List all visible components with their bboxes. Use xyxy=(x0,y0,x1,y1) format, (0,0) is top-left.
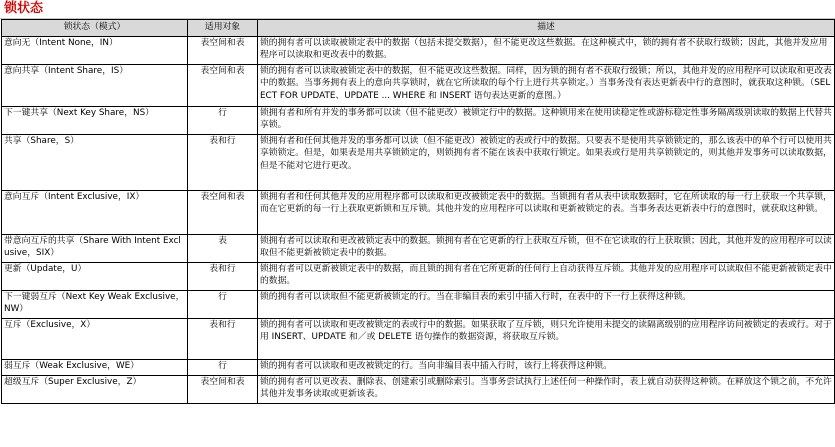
lock-mode-cell: 下一键弱互斥（Next Key Weak Exclusive，NW） xyxy=(2,291,188,319)
description-cell: 锁的拥有者可以读取被锁定表中的数据（包括未提交数据），但不能更改这些数据。在这种模式中，锁的拥有者不获取行级锁；因此，其他并发应用程序可以读取和更改表中的数据。 xyxy=(258,37,835,65)
lock-mode-cell: 意向无（Intent None，IN） xyxy=(2,37,188,65)
table-row xyxy=(2,65,835,107)
page-title: 锁状态 xyxy=(4,1,44,16)
description-cell: 锁的拥有者可以读取和更改被锁定的行。当向非编目表中插入行时，该行上将获得这种锁。 xyxy=(258,360,835,376)
applicable-object-cell: 行 xyxy=(188,107,258,135)
applicable-object-cell: 表空间和表 xyxy=(188,376,258,404)
applicable-object-cell: 表 xyxy=(188,235,258,263)
lock-mode-cell: 意向互斥（Intent Exclusive，IX） xyxy=(2,191,188,235)
description-cell: 锁拥有者和任何其他并发的事务都可以读（但不能更改）被锁定的表或行中的数据。只要表不是使用共享锁锁定的，那么该表中的单个行可以使用共享锁锁定。但是，如果表是用共享锁锁定的，则锁拥有者不能在该表中获取行锁定。如果表或行是用共享锁锁定的，则其他并发事务可以读取数据，但是不能对它进行更改。 xyxy=(258,135,835,191)
description-cell: 锁拥有者和所有并发的事务都可以读（但不能更改）被锁定行中的数据。这种锁用来在使用读稳定性或游标稳定性事务隔离级别读取的数据上代替共享锁。 xyxy=(258,107,835,135)
table-row xyxy=(2,319,835,360)
header-applicable-object: 适用对象 xyxy=(188,20,258,37)
table-row xyxy=(2,235,835,263)
applicable-object-cell: 表空间和表 xyxy=(188,65,258,107)
table-row xyxy=(2,37,835,65)
applicable-object-cell: 行 xyxy=(188,360,258,376)
lock-mode-cell: 互斥（Exclusive，X） xyxy=(2,319,188,360)
table-row xyxy=(2,291,835,319)
lock-mode-cell: 带意向互斥的共享（Share With Intent Exclusive，SIX） xyxy=(2,235,188,263)
lock-mode-table xyxy=(1,19,835,404)
lock-mode-cell: 更新（Update，U） xyxy=(2,263,188,291)
table-row xyxy=(2,360,835,376)
lock-mode-cell: 超级互斥（Super Exclusive，Z） xyxy=(2,376,188,404)
table-row xyxy=(2,107,835,135)
table-row xyxy=(2,263,835,291)
table-row xyxy=(2,135,835,191)
applicable-object-cell: 表和行 xyxy=(188,319,258,360)
header-description: 描述 xyxy=(258,20,835,37)
lock-mode-cell: 共享（Share，S） xyxy=(2,135,188,191)
applicable-object-cell: 表空间和表 xyxy=(188,37,258,65)
description-cell: 锁的拥有者可以读取和更改被锁定的表或行中的数据。如果获取了互斥锁，则只允许使用未提交的读隔离级别的应用程序访问被锁定的表或行。对于用 INSERT、UPDATE 和／或 DELETE 语句操作的数据资源，将获取互斥锁。 xyxy=(258,319,835,360)
applicable-object-cell: 表和行 xyxy=(188,263,258,291)
header-lock-mode: 锁状态（模式） xyxy=(2,20,188,37)
applicable-object-cell: 表空间和表 xyxy=(188,191,258,235)
description-cell: 锁拥有者和任何其他并发的应用程序都可以读取和更改被锁定表中的数据。当锁拥有者从表中读取数据时，它在所读取的每一行上获取一个共享锁，而在它更新的每一行上获取更新锁和互斥锁。其他并发的应用程序可以读取和更新被锁定的表。当事务表达更新表中行的意图时，就获取这种锁。 xyxy=(258,191,835,235)
description-cell: 锁的拥有者可以更改表、删除表、创建索引或删除索引。当事务尝试执行上述任何一种操作时，表上就自动获得这种锁。在释放这个锁之前，不允许其他并发事务读取或更新该表。 xyxy=(258,376,835,404)
description-cell: 锁的拥有者可以读取但不能更新被锁定的行。当在非编目表的索引中插入行时，在表中的下一行上获得这种锁。 xyxy=(258,291,835,319)
table-header-row xyxy=(2,20,835,37)
table-row xyxy=(2,376,835,404)
description-cell: 锁拥有者可以读取和更改被锁定表中的数据。锁拥有者在它更新的行上获取互斥锁，但不在它读取的行上获取锁；因此，其他并发的应用程序可以读取但不能更新被锁定表中的数据。 xyxy=(258,235,835,263)
applicable-object-cell: 行 xyxy=(188,291,258,319)
lock-mode-cell: 下一键共享（Next Key Share，NS） xyxy=(2,107,188,135)
lock-mode-cell: 弱互斥（Weak Exclusive，WE） xyxy=(2,360,188,376)
applicable-object-cell: 表和行 xyxy=(188,135,258,191)
description-cell: 锁拥有者可以更新被锁定表中的数据，而且锁的拥有者在它所更新的任何行上自动获得互斥锁。其他并发的应用程序可以读取但不能更新被锁定表中的数据。 xyxy=(258,263,835,291)
description-cell: 锁的拥有者可以读取被锁定表中的数据，但不能更改这些数据。同样，因为锁的拥有者不获取行级锁；所以，其他并发的应用程序可以读取和更改表中的数据。当事务拥有表上的意向共享锁时，就在它所读取的每个行上进行共享锁定。）当事务没有表达更新表中行的意图时，就获取这种锁。（SELECT FOR UPDATE、UPDATE ... WHERE 和 INSERT 语句表达更新的意图。） xyxy=(258,65,835,107)
table-row xyxy=(2,191,835,235)
title-bar xyxy=(0,0,835,19)
lock-mode-cell: 意向共享（Intent Share，IS） xyxy=(2,65,188,107)
